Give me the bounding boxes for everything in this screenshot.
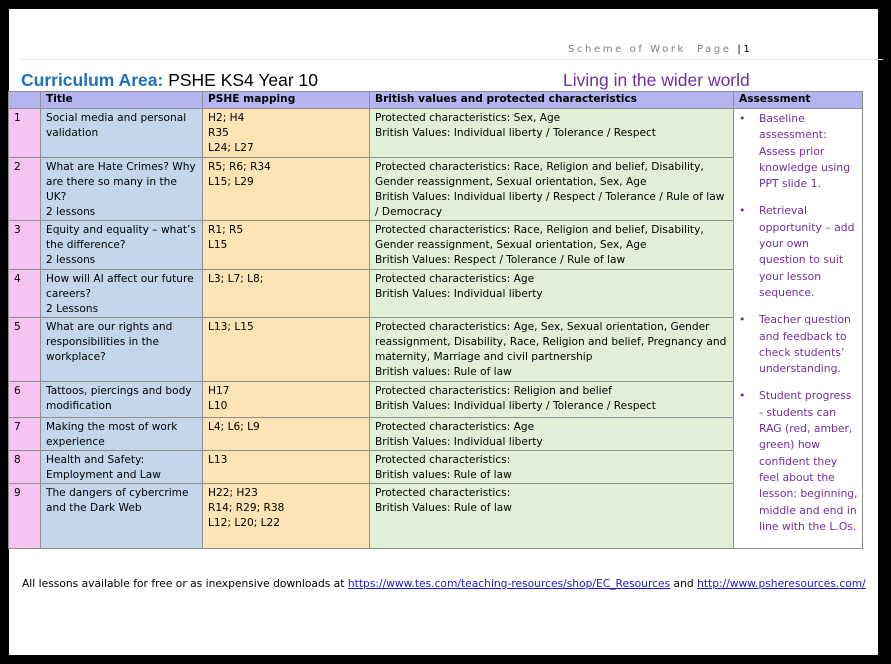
row-number: 7 [14,420,21,433]
footer-note [22,577,866,590]
pshe-mapping-line: L13; L15 [208,321,254,334]
table-row [9,109,863,158]
lesson-title-cell [41,318,203,382]
pshe-mapping-cell [203,109,370,158]
lesson-title-line: 2 lessons [46,205,96,218]
british-values-line: Protected characteristics: [375,487,511,500]
lesson-title-line: Equity and equality – what’s the difference? [46,224,196,252]
row-number-cell [9,318,41,382]
table-header-row [9,92,863,109]
pshe-mapping-line: R5; R6; R34 [208,160,271,173]
british-values-line: Protected characteristics: Age [375,420,535,433]
british-values-cell [370,318,734,382]
row-number: 1 [14,112,21,124]
lesson-title-cell [41,382,203,417]
lesson-title-line: What are our rights and responsibilities in the workplace? [46,321,173,364]
row-number: 5 [14,321,21,334]
page-label: Page [697,44,732,55]
british-values-cell [370,157,734,221]
assessment-item: • Student progress - students can RAG (red, amber, green) how confident they feel about the lesson: beginning, middle and end in line with the L.Os. [759,388,858,535]
british-values-cell [370,417,734,450]
pshe-mapping-line: R1; R5 [208,224,244,237]
col-header-values: British values and protected characteristics [370,92,734,109]
curriculum-area-value: PSHE KS4 Year 10 [168,70,319,90]
header-divider [20,59,883,60]
row-number: 9 [14,487,21,500]
pshe-resources-link[interactable]: http://www.psheresources.com/ [697,577,866,590]
british-values-line: British Values: Rule of law [375,502,512,515]
lesson-title-cell [41,484,203,549]
row-number: 2 [14,160,21,173]
british-values-line: Protected characteristics: Religion and belief [375,385,612,398]
curriculum-area-label: Curriculum Area [21,70,158,90]
pshe-mapping-line: L12; L20; L22 [208,517,281,530]
row-number-cell [9,157,41,221]
assessment-item: • Retrieval opportunity – add your own question to suit your lesson sequence. [759,203,858,301]
lesson-title-cell [41,269,203,318]
page-number [697,44,752,55]
pshe-mapping-line: L13 [208,453,228,466]
pshe-mapping-line: H17 [208,385,230,398]
assessment-list [734,111,858,535]
pshe-mapping-line: H22; H23 [208,487,258,500]
british-values-line: Protected characteristics: [375,453,511,466]
british-values-line: British values: Rule of law [375,366,512,379]
british-values-line: Protected characteristics: Race, Religion and belief, Disability, Gender reassignment, Sexual orientation, Sex, Age [375,160,704,188]
pshe-mapping-line: L10 [208,400,228,413]
row-number: 8 [14,453,21,466]
lesson-title-cell [41,221,203,270]
pshe-mapping-cell [203,221,370,270]
british-values-line: British Values: Individual liberty / Tolerance / Respect [375,127,656,139]
pshe-mapping-line: L24; L27 [208,142,254,154]
lesson-title-line: Making the most of work experience [46,420,178,448]
footer-and: and [673,577,694,590]
british-values-cell [370,382,734,417]
col-header-assessment: Assessment [734,92,863,109]
assessment-item: • Baseline assessment: Assess prior knowledge using PPT slide 1. [759,111,858,192]
row-number: 6 [14,385,21,398]
lesson-title-line: How will AI affect our future careers? [46,272,194,300]
lesson-title-line: 2 Lessons [46,302,99,315]
pshe-mapping-line: H2; H4 [208,112,245,124]
row-number-cell [9,450,41,483]
british-values-line: British Values: Individual liberty [375,287,543,300]
british-values-line: British Values: Individual liberty / Tolerance / Respect [375,400,656,413]
col-header-mapping: PSHE mapping [203,92,370,109]
british-values-line: Protected characteristics: Sex, Age [375,112,561,124]
lesson-title-cell [41,417,203,450]
theme-title: Living in the wider world [563,70,750,90]
lesson-title-line: What are Hate Crimes? Why are there so many in the UK? [46,160,196,203]
row-number-cell [9,109,41,158]
page-separator: | [737,44,744,55]
british-values-line: British Values: Respect / Tolerance / Rule of law [375,254,626,267]
british-values-cell [370,269,734,318]
pshe-mapping-line: L3; L7; L8; [208,272,264,285]
british-values-line: British Values: Individual liberty [375,435,543,448]
lesson-title-cell [41,450,203,483]
british-values-line: Protected characteristics: Race, Religion and belief, Disability, Gender reassignment, Sexual orientation, Sex, Age [375,224,704,252]
assessment-cell [734,109,863,549]
pshe-mapping-cell [203,382,370,417]
pshe-mapping-cell [203,157,370,221]
tes-link[interactable]: https://www.tes.com/teaching-resources/shop/EC_Resources [347,577,671,590]
pshe-mapping-cell [203,450,370,483]
row-number-cell [9,269,41,318]
scheme-table [8,91,863,549]
british-values-cell [370,484,734,549]
lesson-title-line: The dangers of cybercrime and the Dark Web [46,487,189,515]
col-header-title: Title [41,92,203,109]
lesson-title-cell [41,157,203,221]
pshe-mapping-line: R35 [208,127,229,139]
lesson-title-line: 2 lessons [46,254,96,267]
pshe-mapping-line: L15; L29 [208,175,254,188]
footer-text: All lessons available for free or as inexpensive downloads at [22,577,345,590]
lesson-title-line: Health and Safety: Employment and Law [46,453,161,481]
lesson-title-cell [41,109,203,158]
lesson-title-line: Tattoos, piercings and body modification [46,385,192,413]
british-values-cell [370,221,734,270]
col-header-number [9,92,41,109]
pshe-mapping-cell [203,417,370,450]
row-number: 3 [14,224,21,237]
british-values-cell [370,109,734,158]
british-values-line: Protected characteristics: Age, Sex, Sexual orientation, Gender reassignment, Disability, Race, Religion and belief, Pregnancy and maternity, Marriage and civil partnership [375,321,727,364]
pshe-mapping-line: L4; L6; L9 [208,420,260,433]
title-colon: : [157,70,164,90]
running-header-title: Scheme of Work [568,44,686,55]
british-values-line: British values: Rule of law [375,468,512,481]
lesson-title-line: Social media and personal validation [46,112,187,139]
row-number: 4 [14,272,21,285]
row-number-cell [9,382,41,417]
british-values-cell [370,450,734,483]
page-number-value: 1 [743,44,753,55]
row-number-cell [9,221,41,270]
page-title [21,70,318,91]
british-values-line: Protected characteristics: Age [375,272,535,285]
pshe-mapping-cell [203,269,370,318]
pshe-mapping-line: L15 [208,239,228,252]
british-values-line: British Values: Individual liberty / Respect / Tolerance / Rule of law / Democracy [375,190,725,218]
pshe-mapping-line: R14; R29; R38 [208,502,285,515]
row-number-cell [9,417,41,450]
assessment-item: • Teacher question and feedback to check students’ understanding. [759,312,858,377]
row-number-cell [9,484,41,549]
pshe-mapping-cell [203,318,370,382]
pshe-mapping-cell [203,484,370,549]
